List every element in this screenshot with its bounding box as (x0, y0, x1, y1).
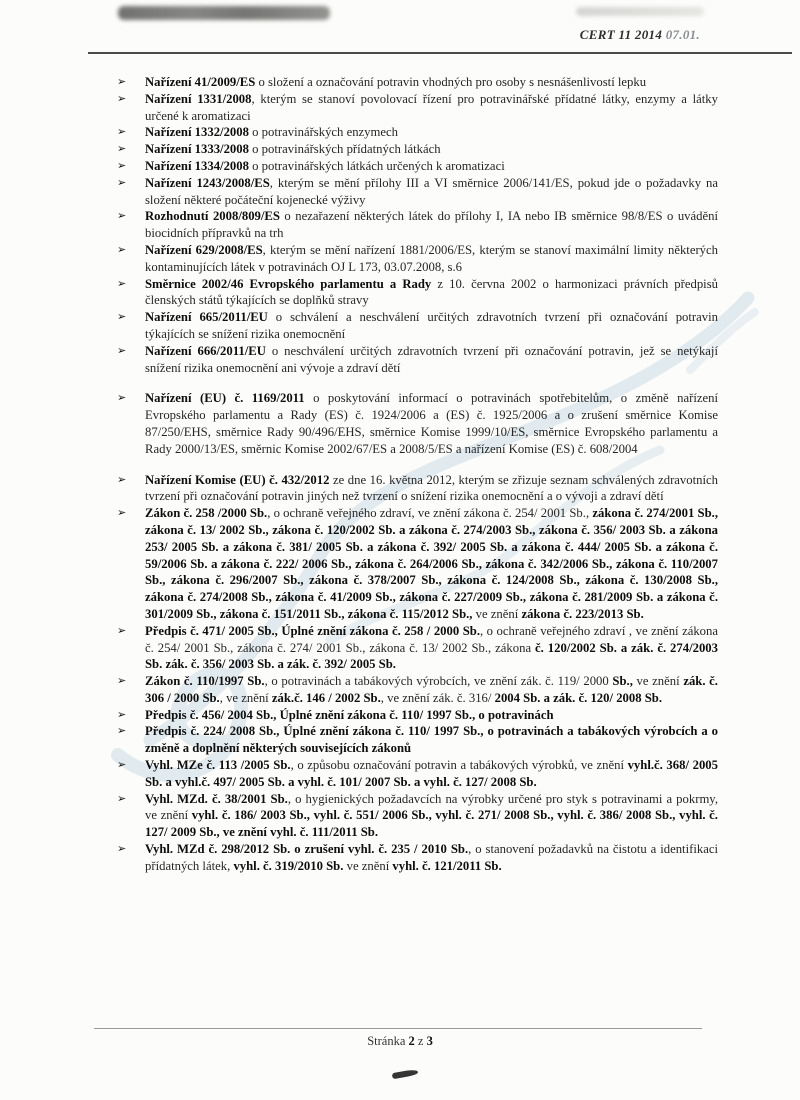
bullet-arrow-icon: ➢ (117, 842, 127, 856)
document-header-reference (580, 27, 700, 43)
item-text: ve znění (343, 858, 393, 873)
list-item (116, 91, 718, 125)
header-reference-sub: 07.01. (665, 27, 700, 42)
item-text-bold: Sb., (612, 674, 637, 689)
list-item (116, 390, 718, 457)
bullet-arrow-icon: ➢ (117, 175, 127, 189)
item-text-bold: Nařízení 1331/2008 (145, 91, 252, 106)
bullet-arrow-icon: ➢ (117, 158, 127, 172)
header-reference-main: CERT 11 2014 (579, 27, 666, 42)
list-item (116, 623, 718, 673)
list-item (116, 472, 718, 506)
item-text-bold: zák.č. 146 / 2002 Sb. (271, 690, 381, 705)
item-text-bold: Zákon č. 110/1997 Sb. (145, 674, 265, 689)
item-text-bold: Rozhodnutí 2008/809/ES (145, 209, 280, 224)
list-item (116, 208, 718, 242)
item-text: , o hygienických požadavcích na výrobky určené pro styk s potravinami a pokrmy, ve znění (145, 791, 719, 823)
list-item (116, 791, 718, 841)
item-text: o potravinářských enzymech (248, 125, 398, 140)
item-text-bold: zákona č. 223/2013 Sb. (521, 606, 644, 621)
bullet-arrow-icon: ➢ (117, 310, 127, 324)
document-body (116, 74, 718, 875)
bullet-arrow-icon: ➢ (117, 343, 127, 357)
item-text: , ve znění zák. č. 316/ (380, 690, 495, 705)
item-text: , o stanovení požadavků na čistotu a identifikaci přídatných látek, (145, 842, 718, 873)
bullet-arrow-icon: ➢ (117, 391, 127, 405)
list-item (116, 242, 718, 276)
bullet-arrow-icon: ➢ (117, 758, 127, 772)
item-text: , o způsobu označování potravin a tabákových výrobků, ve znění (290, 758, 628, 773)
footer-divider-line (94, 1028, 702, 1029)
item-text: , o potravinách a tabákových výrobcích, ve znění zák. č. 119/ 2000 (264, 674, 613, 689)
header-divider-line (88, 52, 792, 54)
footer-current-page: 2 (408, 1034, 415, 1048)
item-text-bold: vyhl.č. 368/ 2005 Sb. a vyhl.č. 497/ 2005 Sb. a vyhl. č. 101/ 2007 Sb. a vyhl. č. 127/ 2008 Sb. (145, 758, 718, 789)
item-text-bold: Nařízení (EU) č. 1169/2011 (145, 391, 305, 406)
bullet-arrow-icon: ➢ (117, 276, 127, 290)
bullet-arrow-icon: ➢ (117, 472, 127, 486)
item-text: o potravinářských přídatných látkách (248, 142, 441, 157)
item-text-bold: Předpis č. 456/ 2004 Sb., Úplné znění zákona č. 110/ 1997 Sb., o potravinách (145, 707, 554, 722)
item-text: o složení a označování potravin vhodných pro osoby s nesnášenlivostí lepku (255, 75, 647, 89)
item-text-bold: Nařízení 1243/2008/ES (145, 175, 270, 190)
item-text-bold: Předpis č. 224/ 2008 Sb., Úplné znění zákona č. 110/ 1997 Sb., o potravinách a tabákových výrobcích a o změně a doplnění některých souvisejících zákonů (145, 724, 718, 756)
bullet-arrow-icon: ➢ (117, 623, 127, 637)
item-text-bold: Nařízení 666/2011/EU (145, 343, 266, 358)
item-text-bold: 2004 Sb. a zák. č. 120/ 2008 Sb. (494, 690, 663, 705)
item-text-bold: Nařízení 1332/2008 (145, 125, 249, 140)
item-text-bold: Nařízení 41/2009/ES (145, 75, 256, 89)
list-item (116, 175, 718, 209)
item-text-bold: Vyhl. MZd. č. 38/2001 Sb. (145, 791, 288, 806)
item-text-bold: č. 120/2002 Sb. a zák. č. 274/2003 Sb. zák. č. 356/ 2003 Sb. a zák. č. 392/ 2005 Sb. (145, 640, 718, 672)
item-text-bold: vyhl. č. 319/2010 Sb. (233, 858, 344, 873)
item-text: o neschválení určitých zdravotních tvrzení při označování potravin, jež se netýkají snížení rizika onemocnění ani vývoje a zdraví dětí (145, 343, 718, 375)
item-text-bold: vyhl. č. 186/ 2003 Sb., vyhl. č. 551/ 2006 Sb., vyhl. č. 271/ 2008 Sb., vyhl. č. 386/ 2008 Sb., vyhl. č. 127/ 2009 Sb., ve znění vyhl. č. 111/2011 Sb. (145, 808, 718, 840)
item-text: ve znění (475, 606, 522, 621)
bullet-arrow-icon: ➢ (117, 75, 127, 88)
list-item (116, 505, 718, 623)
item-text-bold: Nařízení 1333/2008 (145, 142, 249, 157)
item-text: , ve znění (219, 690, 272, 705)
list-item (116, 309, 718, 343)
list-item (116, 124, 718, 141)
item-text: o nezařazení některých látek do přílohy I, IA nebo IB směrnice 98/8/ES o uvádění biocidních přípravků na trh (145, 209, 718, 241)
item-text: ve znění (636, 674, 684, 689)
page-number-footer (0, 1034, 800, 1049)
bullet-arrow-icon: ➢ (117, 506, 127, 520)
bullet-arrow-icon: ➢ (117, 125, 127, 139)
item-text: o potravinářských látkách určených k aromatizaci (248, 158, 505, 173)
item-text-bold: Vyhl. MZd č. 298/2012 Sb. o zrušení vyhl. č. 235 / 2010 Sb. (145, 842, 469, 857)
list-item (116, 707, 718, 724)
item-text: , o ochraně veřejného zdraví , ve znění zákona č. 254/ 2001 Sb., zákona č. 274/ 2001 Sb., zákona č. 13/ 2002 Sb., zákona (145, 623, 718, 655)
item-text: o poskytování informací o potravinách spotřebitelům, o změně nařízení Evropského parlamentu a Rady (ES) č. 1924/2006 a (ES) č. 1925/2006 a o zrušení směrnice Komise 87/250/EHS, směrnice Rady 90/496/EHS, směrnice Komise 1999/10/ES, směrnice Evropského parlamentu a Rady 2000/13/ES, směrnic Komise 2002/67/ES a 2008/5/ES a nařízení Komise (ES) č. 608/2004 (145, 391, 718, 456)
item-text-bold: Zákon č. 258 /2000 Sb. (145, 506, 268, 521)
item-text: ze dne 16. května 2012, kterým se zřizuje seznam schválených zdravotních tvrzení při označování potravin jiných než tvrzení o snížení rizika onemocnění a o vývoji a zdraví dětí (145, 472, 718, 504)
item-text-bold: Směrnice 2002/46 Evropského parlamentu a Rady (145, 276, 432, 291)
bullet-arrow-icon: ➢ (117, 242, 127, 256)
item-text-bold: Nařízení 629/2008/ES (145, 242, 263, 257)
scan-smudge-top-left (118, 6, 330, 20)
item-text-bold: Nařízení 1334/2008 (145, 158, 249, 173)
item-text: , o ochraně veřejného zdraví, ve znění zákona č. 254/ 2001 Sb., (267, 506, 593, 521)
item-text-bold: Nařízení Komise (EU) č. 432/2012 (145, 472, 330, 487)
list-item (116, 158, 718, 175)
footer-total-pages: 3 (426, 1034, 433, 1048)
bullet-arrow-icon: ➢ (117, 674, 127, 688)
item-text-bold: Nařízení 665/2011/EU (145, 310, 268, 325)
bullet-arrow-icon: ➢ (117, 724, 127, 738)
bullet-arrow-icon: ➢ (117, 707, 127, 721)
item-text-bold: zákona č. 274/2001 Sb., zákona č. 13/ 2002 Sb., zákona č. 120/2002 Sb. a zákona č. 274/2003 Sb., zákona č. 356/ 2003 Sb. a zákona 253/ 2005 Sb. a zákona č. 381/ 2005 Sb. a zákona č. 392/ 2005 Sb. a zákona č. 444/ 2005 Sb. a zákona č. 59/2006 Sb. a zákona č. 222/ 2006 Sb., zákona č. 264/2006 Sb., zákona č. 342/2006 Sb., zákona č. 110/2007 Sb., zákona č. 296/2007 Sb., zákona č. 378/2007 Sb., zákona č. 124/2008 Sb., zákona č. 130/2008 Sb., zákona č. 274/2008 Sb., zákona č. 41/2009 Sb., zákona č. 227/2009 Sb., zákona č. 281/2009 Sb. a zákona č. 301/2009 Sb., zákona č. 151/2011 Sb., zákona č. 115/2012 Sb., (145, 506, 719, 621)
bullet-arrow-icon: ➢ (117, 209, 127, 223)
item-text-bold: vyhl. č. 121/2011 Sb. (392, 858, 502, 873)
regulation-list (116, 74, 718, 875)
list-item (116, 74, 718, 91)
bullet-arrow-icon: ➢ (117, 791, 127, 805)
list-item (116, 343, 718, 377)
footer-separator: z (414, 1034, 427, 1048)
item-text: , kterým se stanoví povolovací řízení pro potravinářské přídatné látky, enzymy a látky určené k aromatizaci (145, 91, 718, 123)
item-text-bold: zák. č. 306 / 2000 Sb. (145, 674, 718, 705)
bullet-arrow-icon: ➢ (117, 142, 127, 156)
list-item (116, 141, 718, 158)
item-text: , kterým se mění nařízení 1881/2006/ES, kterým se stanoví maximální limity některých kontaminujících látek v potravinách OJ L 173, 03.07.2008, s.6 (145, 242, 718, 274)
footer-prefix: Stránka (367, 1034, 409, 1048)
item-text: , kterým se mění přílohy III a VI směrnice 2006/141/ES, pokud jde o požadavky na složení některé počáteční kojenecké výživy (145, 175, 718, 207)
item-text: z 10. června 2002 o harmonizaci právních předpisů členských států týkajících se doplňků stravy (145, 276, 718, 308)
list-item (116, 841, 718, 875)
list-item (116, 276, 718, 310)
bullet-arrow-icon: ➢ (117, 91, 127, 105)
item-text-bold: Předpis č. 471/ 2005 Sb., Úplné znění zákona č. 258 / 2000 Sb. (145, 623, 480, 638)
scan-smudge-top-right (576, 7, 704, 16)
scan-pen-mark-bottom (392, 1069, 419, 1079)
item-text: o schválení a neschválení určitých zdravotních tvrzení při označování potravin týkajících se snížení rizika onemocnění (145, 310, 718, 341)
list-item (116, 673, 718, 707)
list-item (116, 723, 718, 757)
item-text-bold: Vyhl. MZe č. 113 /2005 Sb. (145, 758, 291, 773)
list-item (116, 757, 718, 791)
